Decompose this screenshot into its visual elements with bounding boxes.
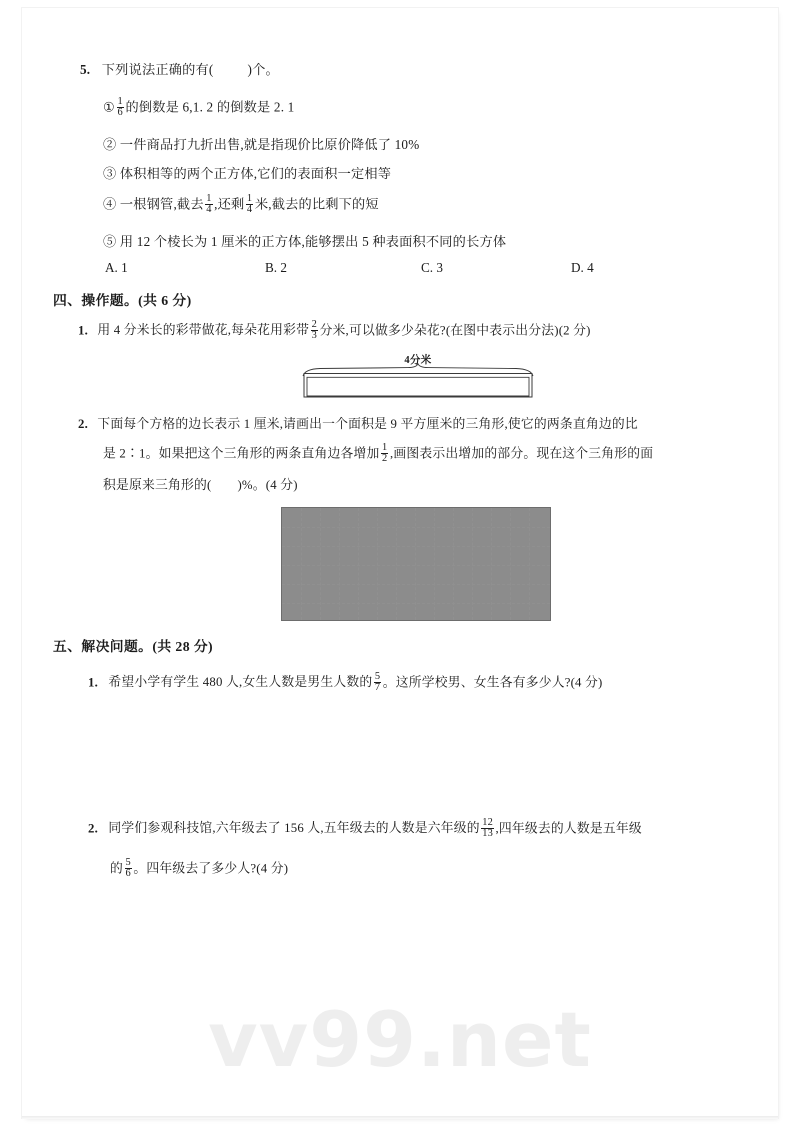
question-5-item-4	[103, 194, 379, 217]
option-d[interactable]	[571, 260, 594, 276]
question-5-stem-after: )个。	[247, 62, 279, 77]
fraction-five-sevenths: $\frac{5}{7}$	[374, 670, 381, 694]
section-4-q2-line2-post: ,画图表示出增加的部分。现在这个三角形的面	[389, 446, 654, 461]
fraction-one-sixth: $\frac{1}{6}$	[117, 95, 123, 119]
option-a[interactable]	[105, 260, 128, 276]
item-text-4-post: 米,截去的比剩下的短	[254, 196, 379, 212]
ribbon-length-label: 4分米	[404, 355, 432, 366]
option-b[interactable]	[265, 260, 287, 276]
grid-hline	[282, 527, 550, 528]
section-4-q1-pre: 用 4 分米长的彩带做花,每朵花用彩带	[97, 323, 310, 338]
section-5-q2-line2-post: 。四年级去了多少人?(4 分)	[133, 861, 289, 876]
option-d-value: 4	[587, 260, 594, 275]
grid-hline	[282, 584, 550, 585]
site-watermark: vv99.net	[208, 995, 592, 1084]
section-4-q1-number: 1.	[78, 323, 88, 338]
section-5-q1-number: 1.	[88, 675, 98, 690]
ribbon-svg	[300, 352, 536, 398]
fraction-twelve-thirteenths: $\frac{12}{13}$	[482, 816, 494, 840]
question-5-stem-before: 下列说法正确的有(	[101, 62, 214, 77]
section-5-question-1	[88, 672, 603, 695]
question-5-item-3	[103, 164, 391, 184]
item-text-3: 体积相等的两个正方体,它们的表面积一定相等	[119, 166, 392, 181]
section-4-q1-post: 分米,可以做多少朵花?(在图中表示出分法)(2 分)	[319, 323, 591, 338]
section-5-q1-pre: 希望小学有学生 480 人,女生人数是男生人数的	[108, 675, 373, 690]
fraction-one-half: $\frac{1}{2}$	[382, 441, 388, 465]
section-5-question-2-line-1	[88, 818, 642, 841]
item-marker-2: ②	[103, 137, 117, 152]
item-marker-5: ⑤	[103, 234, 117, 249]
section-4-question-1	[78, 320, 591, 343]
option-b-value: 2	[280, 260, 287, 275]
question-5-number: 5.	[80, 62, 91, 77]
section-5-heading: 五、解决问题。(共 28 分)	[53, 639, 214, 654]
section-5-q1-post: 。这所学校男、女生各有多少人?(4 分)	[382, 675, 603, 690]
section-5-q2-number: 2.	[88, 821, 98, 836]
option-d-label: D.	[571, 260, 584, 275]
section-4-question-2-line-1	[78, 415, 638, 435]
section-4-q2-line2-pre: 是 2∶1。如果把这个三角形的两条直角边各增加	[103, 446, 380, 461]
item-marker-3: ③	[103, 166, 117, 181]
item-marker-4: ④	[103, 196, 117, 212]
section-5-q2-answer-space[interactable]	[88, 890, 728, 990]
section-4-question-2-line-2	[103, 443, 653, 466]
section-4-q2-number: 2.	[78, 417, 88, 431]
section-5-q2-line2-pre: 的	[110, 861, 123, 876]
section-4-question-2-line-3	[103, 476, 298, 496]
fraction-five-sixths: $\frac{5}{6}$	[125, 856, 131, 880]
item-text-1: 的倒数是 6,1. 2 的倒数是 2. 1	[125, 99, 295, 115]
question-5-item-1	[103, 97, 294, 120]
question-5-item-2	[103, 135, 419, 155]
item-text-4-mid: ,还剩	[214, 196, 245, 212]
option-a-label: A.	[105, 260, 118, 275]
section-4-heading: 四、操作题。(共 6 分)	[53, 293, 192, 308]
question-5-stem	[80, 60, 279, 80]
section-4-q2-line1: 下面每个方格的边长表示 1 厘米,请画出一个面积是 9 平方厘米的三角形,使它的两条直角边的比	[97, 417, 638, 431]
option-b-label: B.	[265, 260, 278, 275]
section-4-q2-line3-pre: 积是原来三角形的(	[103, 478, 212, 492]
section-5-q2-line1-pre: 同学们参观科技馆,六年级去了 156 人,五年级去的人数是六年级的	[108, 821, 480, 836]
item-marker-1: ①	[103, 99, 116, 115]
item-text-2: 一件商品打九折出售,就是指现价比原价降低了 10%	[119, 137, 420, 152]
option-c-value: 3	[436, 260, 443, 275]
fraction-one-quarter-a: $\frac{1}{4}$	[206, 192, 212, 216]
item-text-4-pre: 一根钢管,截去	[119, 196, 204, 212]
section-5-question-2-line-2	[110, 858, 288, 881]
ribbon-diagram	[300, 352, 536, 398]
item-text-5: 用 12 个棱长为 1 厘米的正方体,能够摆出 5 种表面积不同的长方体	[119, 234, 507, 249]
option-c-label: C.	[421, 260, 434, 275]
option-a-value: 1	[121, 260, 128, 275]
fraction-one-quarter-b: $\frac{1}{4}$	[246, 192, 253, 216]
option-c[interactable]	[421, 260, 443, 276]
section-5-q2-line1-post: ,四年级去的人数是五年级	[495, 821, 642, 836]
section-5-q1-answer-space[interactable]	[88, 700, 728, 800]
grid-hline	[282, 603, 550, 604]
fraction-two-thirds: $\frac{2}{3}$	[311, 318, 318, 342]
section-4-q2-line3-post: )%。(4 分)	[237, 478, 298, 492]
question-5-item-5	[103, 232, 506, 252]
grid-hline	[282, 546, 550, 547]
square-grid-diagram[interactable]	[281, 507, 551, 621]
grid-hline	[282, 565, 550, 566]
